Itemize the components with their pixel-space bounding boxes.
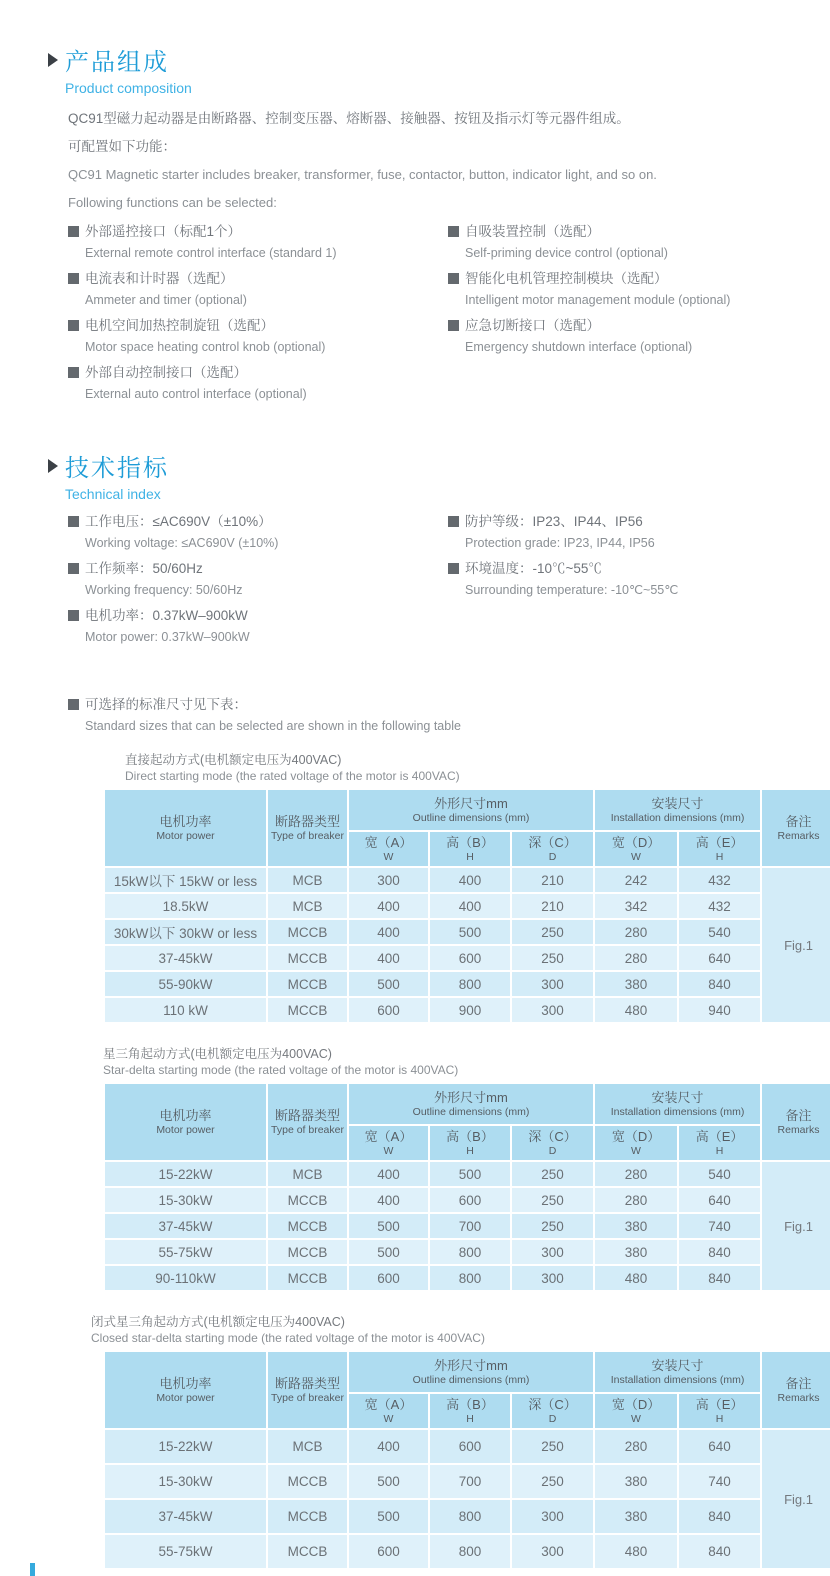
- table-cell: 15kW以下 15kW or less: [105, 868, 266, 892]
- table-caption-zh: 直接起动方式(电机额定电压为400VAC): [125, 753, 342, 767]
- table-cell: MCCB: [268, 972, 347, 996]
- header-remarks: 备注 Remarks: [762, 790, 830, 866]
- header-height-b: 高（B） H: [430, 1126, 510, 1160]
- table-cell: MCB: [268, 894, 347, 918]
- table-row: [105, 1162, 830, 1186]
- dimensions-table: [103, 1082, 830, 1292]
- feature-zh: 智能化电机管理控制模块（选配）: [465, 271, 668, 286]
- table-cell: 15-22kW: [105, 1430, 266, 1463]
- table-caption-zh: 星三角起动方式(电机额定电压为400VAC): [103, 1047, 332, 1061]
- header-breaker-type: 断路器类型 Type of breaker: [268, 1352, 347, 1428]
- table-cell: 400: [349, 1430, 428, 1463]
- table-cell: 280: [595, 1162, 677, 1186]
- table-closed-star-delta: [91, 1314, 830, 1570]
- feature-item: [68, 269, 448, 309]
- spec-item: [448, 559, 830, 599]
- spec-zh: 防护等级：IP23、IP44、IP56: [465, 514, 643, 529]
- intro-paragraph-en: Following functions can be selected:: [68, 195, 277, 210]
- table-cell: 740: [679, 1465, 760, 1498]
- feature-item: [68, 363, 448, 403]
- table-caption-en: Star-delta starting mode (the rated voltage of the motor is 400VAC): [103, 1063, 459, 1077]
- table-cell: 800: [430, 1240, 510, 1264]
- table-cell: 37-45kW: [105, 1500, 266, 1533]
- table-cell: 380: [595, 972, 677, 996]
- intro-paragraph-zh: QC91型磁力起动器是由断路器、控制变压器、熔断器、接触器、按钮及指示灯等元器件组成。: [68, 111, 630, 126]
- table-row: [105, 946, 830, 970]
- header-remarks: 备注 Remarks: [762, 1352, 830, 1428]
- table-row: [105, 1500, 830, 1533]
- bullet-square-icon: [448, 226, 459, 237]
- table-cell: MCCB: [268, 1188, 347, 1212]
- table-cell: 250: [512, 1214, 593, 1238]
- table-cell: 840: [679, 1266, 760, 1290]
- table-cell: 840: [679, 1240, 760, 1264]
- header-breaker-type: 断路器类型 Type of breaker: [268, 790, 347, 866]
- table-row: [105, 894, 830, 918]
- header-width-d: 宽（D） W: [595, 1126, 677, 1160]
- table-cell: 840: [679, 972, 760, 996]
- table-cell: 37-45kW: [105, 946, 266, 970]
- intro-paragraphs: [68, 110, 830, 211]
- spec-zh: 环境温度：-10℃~55℃: [465, 561, 602, 576]
- feature-zh: 电机空间加热控制旋钮（选配）: [85, 318, 274, 333]
- table-cell: 600: [430, 1188, 510, 1212]
- table-caption-zh: 闭式星三角起动方式(电机额定电压为400VAC): [91, 1315, 345, 1329]
- table-cell: MCCB: [268, 1240, 347, 1264]
- feature-item: [448, 269, 830, 309]
- feature-zh: 自吸装置控制（选配）: [465, 224, 600, 239]
- table-cell: 300: [512, 1535, 593, 1568]
- feature-en: External auto control interface (optional): [85, 387, 307, 401]
- spec-en: Protection grade: IP23, IP44, IP56: [465, 536, 655, 550]
- feature-en: Intelligent motor management module (optional): [465, 293, 731, 307]
- feature-zh: 应急切断接口（选配）: [465, 318, 600, 333]
- header-motor-power: 电机功率 Motor power: [105, 790, 266, 866]
- section-title-en: Product composition: [65, 80, 192, 96]
- table-row: [105, 1214, 830, 1238]
- table-cell: 640: [679, 1430, 760, 1463]
- table-row: [105, 868, 830, 892]
- table-cell: 90-110kW: [105, 1266, 266, 1290]
- remark-cell: Fig.1: [762, 1162, 830, 1290]
- table-cell: MCB: [268, 1430, 347, 1463]
- table-cell: 700: [430, 1214, 510, 1238]
- table-cell: 500: [430, 920, 510, 944]
- table-cell: 500: [349, 1214, 428, 1238]
- table-cell: 400: [349, 894, 428, 918]
- table-row: [105, 1465, 830, 1498]
- table-cell: 15-30kW: [105, 1188, 266, 1212]
- feature-en: Ammeter and timer (optional): [85, 293, 247, 307]
- table-note-zh: 可选择的标准尺寸见下表：: [85, 697, 247, 712]
- table-cell: 840: [679, 1500, 760, 1533]
- table-cell: 600: [349, 1266, 428, 1290]
- table-row: [105, 1266, 830, 1290]
- header-breaker-type: 断路器类型 Type of breaker: [268, 1084, 347, 1160]
- table-cell: 242: [595, 868, 677, 892]
- table-cell: 800: [430, 1266, 510, 1290]
- table-cell: MCCB: [268, 1214, 347, 1238]
- header-installation-dimensions: 安装尺寸 Installation dimensions (mm): [595, 1084, 760, 1124]
- table-cell: MCB: [268, 868, 347, 892]
- table-cell: 400: [430, 868, 510, 892]
- table-cell: MCCB: [268, 1266, 347, 1290]
- bullet-square-icon: [448, 563, 459, 574]
- feature-list: [68, 222, 830, 410]
- section-title-en: Technical index: [65, 486, 161, 502]
- header-width-a: 宽（A） W: [349, 1126, 428, 1160]
- table-row: [105, 920, 830, 944]
- spec-column-right: [448, 512, 830, 653]
- bullet-square-icon: [448, 320, 459, 331]
- bullet-square-icon: [68, 699, 79, 710]
- header-motor-power: 电机功率 Motor power: [105, 1084, 266, 1160]
- table-cell: 432: [679, 894, 760, 918]
- table-cell: 280: [595, 1430, 677, 1463]
- header-height-b: 高（B） H: [430, 832, 510, 866]
- intro-paragraph-zh: 可配置如下功能：: [68, 139, 176, 154]
- table-cell: 380: [595, 1465, 677, 1498]
- table-cell: 210: [512, 868, 593, 892]
- header-installation-dimensions: 安装尺寸 Installation dimensions (mm): [595, 1352, 760, 1392]
- table-cell: 480: [595, 1266, 677, 1290]
- table-cell: 800: [430, 972, 510, 996]
- table-cell: 540: [679, 1162, 760, 1186]
- feature-column-right: [448, 222, 830, 410]
- table-cell: 480: [595, 998, 677, 1022]
- tables-area: [91, 752, 830, 1570]
- spec-en: Working voltage: ≤AC690V (±10%): [85, 536, 279, 550]
- spec-zh: 电机功率：0.37kW–900kW: [85, 608, 248, 623]
- section-technical-index: [48, 448, 830, 502]
- table-cell: 37-45kW: [105, 1214, 266, 1238]
- table-cell: 600: [349, 1535, 428, 1568]
- table-cell: MCCB: [268, 946, 347, 970]
- table-cell: 900: [430, 998, 510, 1022]
- table-cell: 55-75kW: [105, 1535, 266, 1568]
- header-width-a: 宽（A） W: [349, 1394, 428, 1428]
- section-title-zh: 产品组成: [65, 49, 169, 76]
- header-depth-c: 深（C） D: [512, 832, 593, 866]
- table-row: [105, 1188, 830, 1212]
- table-note: [68, 695, 830, 735]
- table-cell: 480: [595, 1535, 677, 1568]
- table-cell: MCB: [268, 1162, 347, 1186]
- table-cell: 800: [430, 1535, 510, 1568]
- table-cell: 740: [679, 1214, 760, 1238]
- table-cell: 300: [512, 1240, 593, 1264]
- table-cell: 380: [595, 1240, 677, 1264]
- table-note-en: Standard sizes that can be selected are shown in the following table: [85, 719, 461, 733]
- table-cell: 280: [595, 946, 677, 970]
- table-cell: 110 kW: [105, 998, 266, 1022]
- table-cell: 600: [430, 1430, 510, 1463]
- table-cell: 640: [679, 1188, 760, 1212]
- table-cell: 840: [679, 1535, 760, 1568]
- spec-zh: 工作频率：50/60Hz: [85, 561, 203, 576]
- section-product-composition: [48, 42, 830, 96]
- header-width-d: 宽（D） W: [595, 832, 677, 866]
- feature-item: [448, 222, 830, 262]
- table-cell: 55-90kW: [105, 972, 266, 996]
- spec-item: [68, 606, 448, 646]
- table-cell: 600: [349, 998, 428, 1022]
- header-remarks: 备注 Remarks: [762, 1084, 830, 1160]
- header-height-e: 高（E） H: [679, 1394, 760, 1428]
- table-cell: 15-22kW: [105, 1162, 266, 1186]
- header-height-e: 高（E） H: [679, 1126, 760, 1160]
- table-row: [105, 998, 830, 1022]
- table-cell: 500: [349, 1240, 428, 1264]
- spec-list: [68, 512, 830, 653]
- feature-column-left: [68, 222, 448, 410]
- table-cell: 342: [595, 894, 677, 918]
- table-cell: 600: [430, 946, 510, 970]
- header-outline-dimensions: 外形尺寸mm Outline dimensions (mm): [349, 1084, 593, 1124]
- remark-cell: Fig.1: [762, 868, 830, 1022]
- table-cell: MCCB: [268, 1535, 347, 1568]
- spec-item: [68, 512, 448, 552]
- table-cell: 940: [679, 998, 760, 1022]
- bullet-square-icon: [68, 367, 79, 378]
- bullet-square-icon: [68, 610, 79, 621]
- spec-en: Surrounding temperature: -10℃~55℃: [465, 583, 679, 597]
- header-width-a: 宽（A） W: [349, 832, 428, 866]
- table-cell: 380: [595, 1500, 677, 1533]
- table-cell: 300: [512, 998, 593, 1022]
- table-row: [105, 1240, 830, 1264]
- feature-item: [68, 316, 448, 356]
- table-cell: 400: [349, 920, 428, 944]
- table-row: [105, 1535, 830, 1568]
- header-outline-dimensions: 外形尺寸mm Outline dimensions (mm): [349, 790, 593, 830]
- feature-en: Motor space heating control knob (optional): [85, 340, 326, 354]
- table-cell: 250: [512, 1465, 593, 1498]
- table-cell: 250: [512, 946, 593, 970]
- header-width-d: 宽（D） W: [595, 1394, 677, 1428]
- section-arrow-icon: [48, 53, 58, 67]
- table-cell: 18.5kW: [105, 894, 266, 918]
- dimensions-table: [103, 1350, 830, 1570]
- bullet-square-icon: [68, 563, 79, 574]
- table-cell: 280: [595, 1188, 677, 1212]
- table-cell: MCCB: [268, 1465, 347, 1498]
- table-cell: MCCB: [268, 1500, 347, 1533]
- section-title-zh: 技术指标: [65, 455, 169, 482]
- table-cell: 500: [349, 1465, 428, 1498]
- header-outline-dimensions: 外形尺寸mm Outline dimensions (mm): [349, 1352, 593, 1392]
- table-cell: 210: [512, 894, 593, 918]
- dimensions-table: [103, 788, 830, 1024]
- bullet-square-icon: [448, 516, 459, 527]
- table-caption-en: Closed star-delta starting mode (the rated voltage of the motor is 400VAC): [91, 1331, 485, 1345]
- bullet-square-icon: [448, 273, 459, 284]
- table-direct-starting: [103, 752, 830, 1024]
- table-cell: 30kW以下 30kW or less: [105, 920, 266, 944]
- table-cell: 500: [349, 972, 428, 996]
- header-installation-dimensions: 安装尺寸 Installation dimensions (mm): [595, 790, 760, 830]
- table-cell: 15-30kW: [105, 1465, 266, 1498]
- spec-zh: 工作电压：≤AC690V（±10%）: [85, 514, 272, 529]
- feature-zh: 外部自动控制接口（选配）: [85, 365, 247, 380]
- table-cell: 250: [512, 1430, 593, 1463]
- table-cell: 400: [430, 894, 510, 918]
- spec-column-left: [68, 512, 448, 653]
- spec-en: Motor power: 0.37kW–900kW: [85, 630, 250, 644]
- table-row: [105, 1430, 830, 1463]
- section-arrow-icon: [48, 459, 58, 473]
- header-height-e: 高（E） H: [679, 832, 760, 866]
- feature-en: Self-priming device control (optional): [465, 246, 668, 260]
- remark-cell: Fig.1: [762, 1430, 830, 1568]
- table-cell: 400: [349, 946, 428, 970]
- table-star-delta: [103, 1046, 830, 1292]
- spec-en: Working frequency: 50/60Hz: [85, 583, 243, 597]
- table-cell: MCCB: [268, 998, 347, 1022]
- table-cell: 500: [430, 1162, 510, 1186]
- table-cell: 700: [430, 1465, 510, 1498]
- table-cell: 432: [679, 868, 760, 892]
- bullet-square-icon: [68, 516, 79, 527]
- table-cell: 55-75kW: [105, 1240, 266, 1264]
- table-cell: 280: [595, 920, 677, 944]
- table-cell: 500: [349, 1500, 428, 1533]
- table-cell: 250: [512, 1188, 593, 1212]
- table-cell: 250: [512, 920, 593, 944]
- bullet-square-icon: [68, 226, 79, 237]
- feature-item: [68, 222, 448, 262]
- bullet-square-icon: [68, 320, 79, 331]
- feature-zh: 电流表和计时器（选配）: [85, 271, 234, 286]
- table-cell: 250: [512, 1162, 593, 1186]
- table-cell: 800: [430, 1500, 510, 1533]
- page-edge-mark: [30, 1563, 35, 1576]
- bullet-square-icon: [68, 273, 79, 284]
- table-cell: 540: [679, 920, 760, 944]
- header-height-b: 高（B） H: [430, 1394, 510, 1428]
- table-cell: 300: [512, 972, 593, 996]
- table-cell: 380: [595, 1214, 677, 1238]
- spec-item: [448, 512, 830, 552]
- table-cell: 300: [512, 1266, 593, 1290]
- feature-item: [448, 316, 830, 356]
- feature-zh: 外部遥控接口（标配1个）: [85, 224, 242, 239]
- feature-en: External remote control interface (standard 1): [85, 246, 337, 260]
- table-cell: 400: [349, 1162, 428, 1186]
- table-cell: 400: [349, 1188, 428, 1212]
- table-cell: 300: [512, 1500, 593, 1533]
- feature-en: Emergency shutdown interface (optional): [465, 340, 693, 354]
- header-motor-power: 电机功率 Motor power: [105, 1352, 266, 1428]
- table-cell: MCCB: [268, 920, 347, 944]
- header-depth-c: 深（C） D: [512, 1126, 593, 1160]
- table-row: [105, 972, 830, 996]
- table-caption-en: Direct starting mode (the rated voltage of the motor is 400VAC): [125, 769, 460, 783]
- intro-paragraph-en: QC91 Magnetic starter includes breaker, transformer, fuse, contactor, button, indicator light, and so on.: [68, 167, 657, 182]
- table-cell: 640: [679, 946, 760, 970]
- spec-item: [68, 559, 448, 599]
- table-cell: 300: [349, 868, 428, 892]
- header-depth-c: 深（C） D: [512, 1394, 593, 1428]
